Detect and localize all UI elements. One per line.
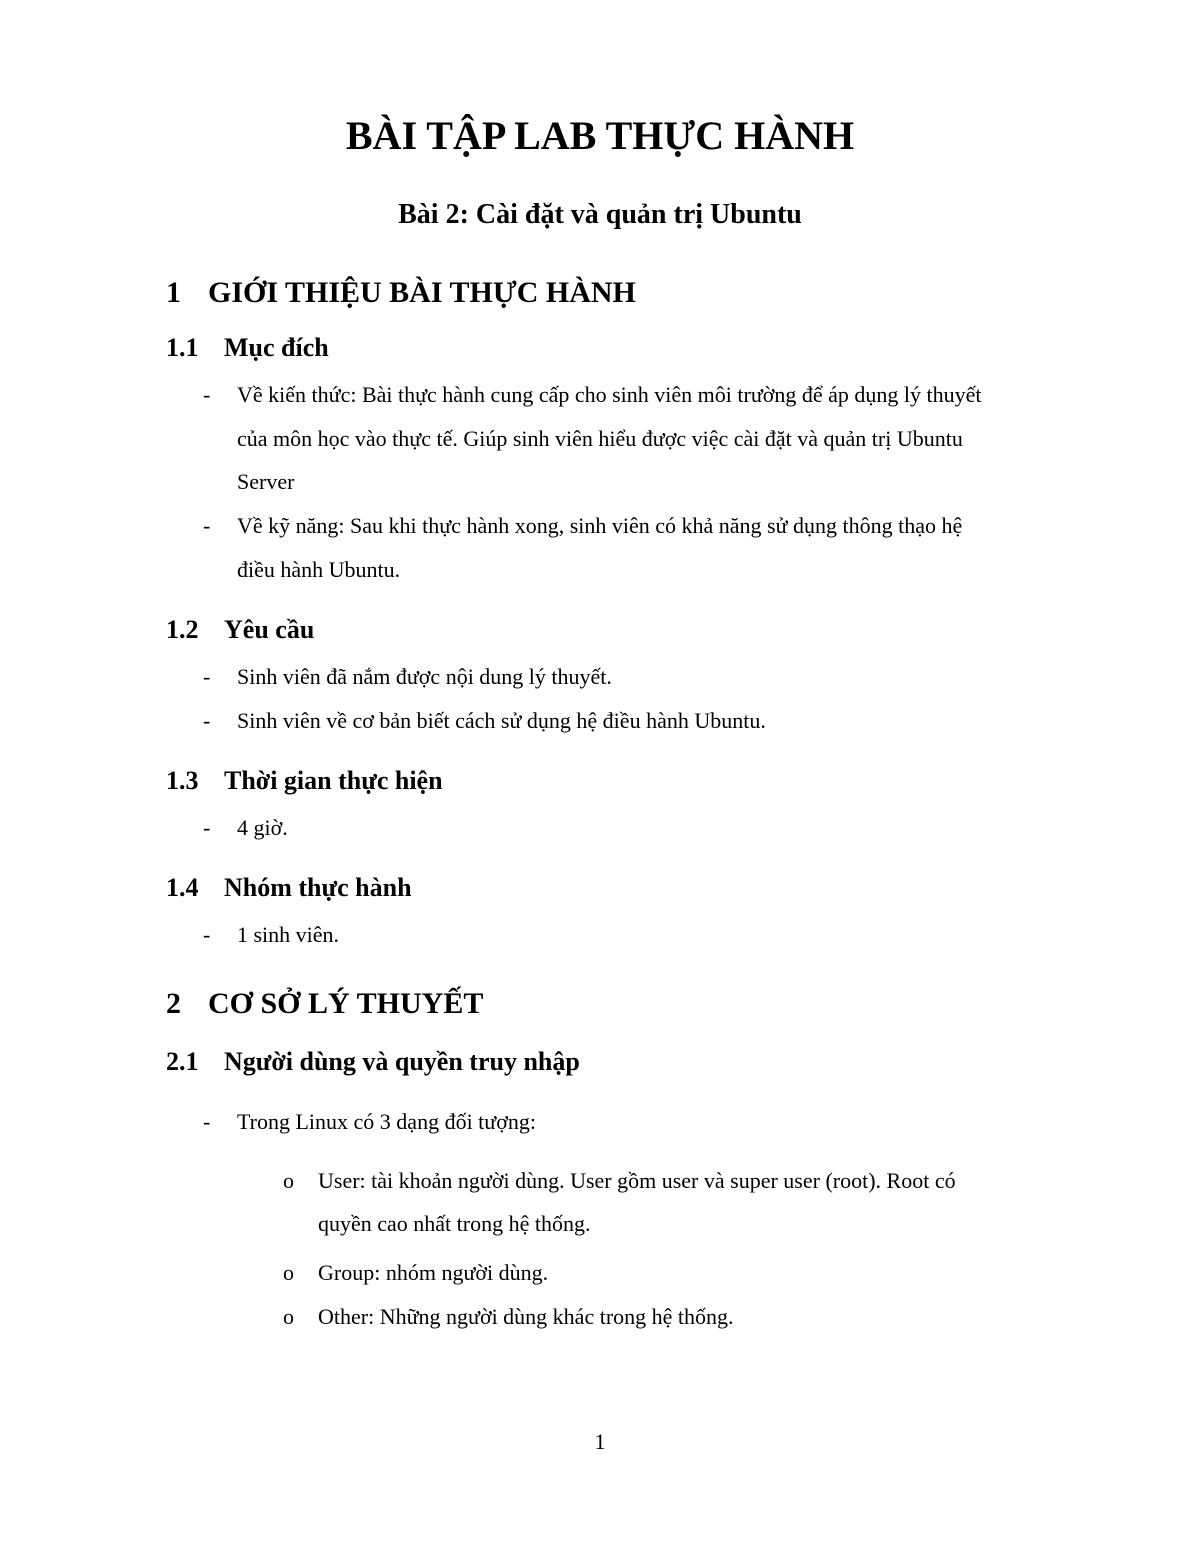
subsection-1-1-number: 1.1 [166,333,199,362]
bullet-dash: - [203,382,211,407]
bullet-dash: - [203,922,211,947]
section-1-number: 1 [166,276,181,309]
bullet-circle: o [283,1260,294,1285]
bullet-dash: - [203,1109,211,1134]
bullet-dash: - [203,708,211,733]
section-2-title: CƠ SỞ LÝ THUYẾT [208,987,484,1020]
list-item-line: Về kiến thức: Bài thực hành cung cấp cho sinh viên môi trường để áp dụng lý thuyết [237,382,982,407]
section-1-title: GIỚI THIỆU BÀI THỰC HÀNH [208,276,636,309]
subsection-1-1-title: Mục đích [224,333,329,362]
sub-list-item-line: Other: Những người dùng khác trong hệ thống. [318,1304,734,1329]
subsection-1-3-number: 1.3 [166,766,199,795]
page-number: 1 [594,1429,606,1454]
list-item-line: Về kỹ năng: Sau khi thực hành xong, sinh viên có khả năng sử dụng thông thạo hệ [237,513,963,538]
list-item-line: của môn học vào thực tế. Giúp sinh viên hiểu được việc cài đặt và quản trị Ubuntu [237,426,963,451]
list-item-line: điều hành Ubuntu. [237,557,401,582]
subsection-2-1-title: Người dùng và quyền truy nhập [224,1047,580,1076]
subsection-1-3-heading [166,764,443,798]
list-item: 1 sinh viên. [237,922,340,947]
bullet-circle: o [283,1168,294,1193]
bullet-circle: o [283,1304,294,1329]
section-1-heading [166,274,636,312]
sub-list-item-line: User: tài khoản người dùng. User gồm user và super user (root). Root có [318,1168,956,1193]
subsection-1-4-number: 1.4 [166,873,199,902]
sub-list-item-line: quyền cao nhất trong hệ thống. [318,1211,591,1236]
subsection-1-2-number: 1.2 [166,615,199,644]
subsection-1-2-title: Yêu cầu [224,615,315,644]
bullet-dash: - [203,513,211,538]
section-2-heading [166,985,483,1023]
bullet-dash: - [203,664,211,689]
sub-list-item-line: Group: nhóm người dùng. [318,1260,549,1285]
subsection-1-2-heading [166,613,314,647]
subsection-1-1-heading [166,331,329,365]
list-item: Trong Linux có 3 dạng đối tượng: [237,1109,536,1134]
subsection-2-1-heading [166,1045,580,1079]
section-2-number: 2 [166,987,181,1020]
subsection-1-4-heading [166,871,412,905]
list-item: Sinh viên đã nắm được nội dung lý thuyết. [237,664,612,689]
document-title: BÀI TẬP LAB THỰC HÀNH [345,113,855,158]
subsection-2-1-number: 2.1 [166,1047,199,1076]
list-item: 4 giờ. [237,815,288,840]
list-item-line: Server [237,469,295,494]
list-item: Sinh viên về cơ bản biết cách sử dụng hệ điều hành Ubuntu. [237,708,766,733]
bullet-dash: - [203,815,211,840]
subsection-1-3-title: Thời gian thực hiện [224,766,443,795]
document-subtitle: Bài 2: Cài đặt và quản trị Ubuntu [398,199,802,230]
subsection-1-4-title: Nhóm thực hành [224,873,412,902]
